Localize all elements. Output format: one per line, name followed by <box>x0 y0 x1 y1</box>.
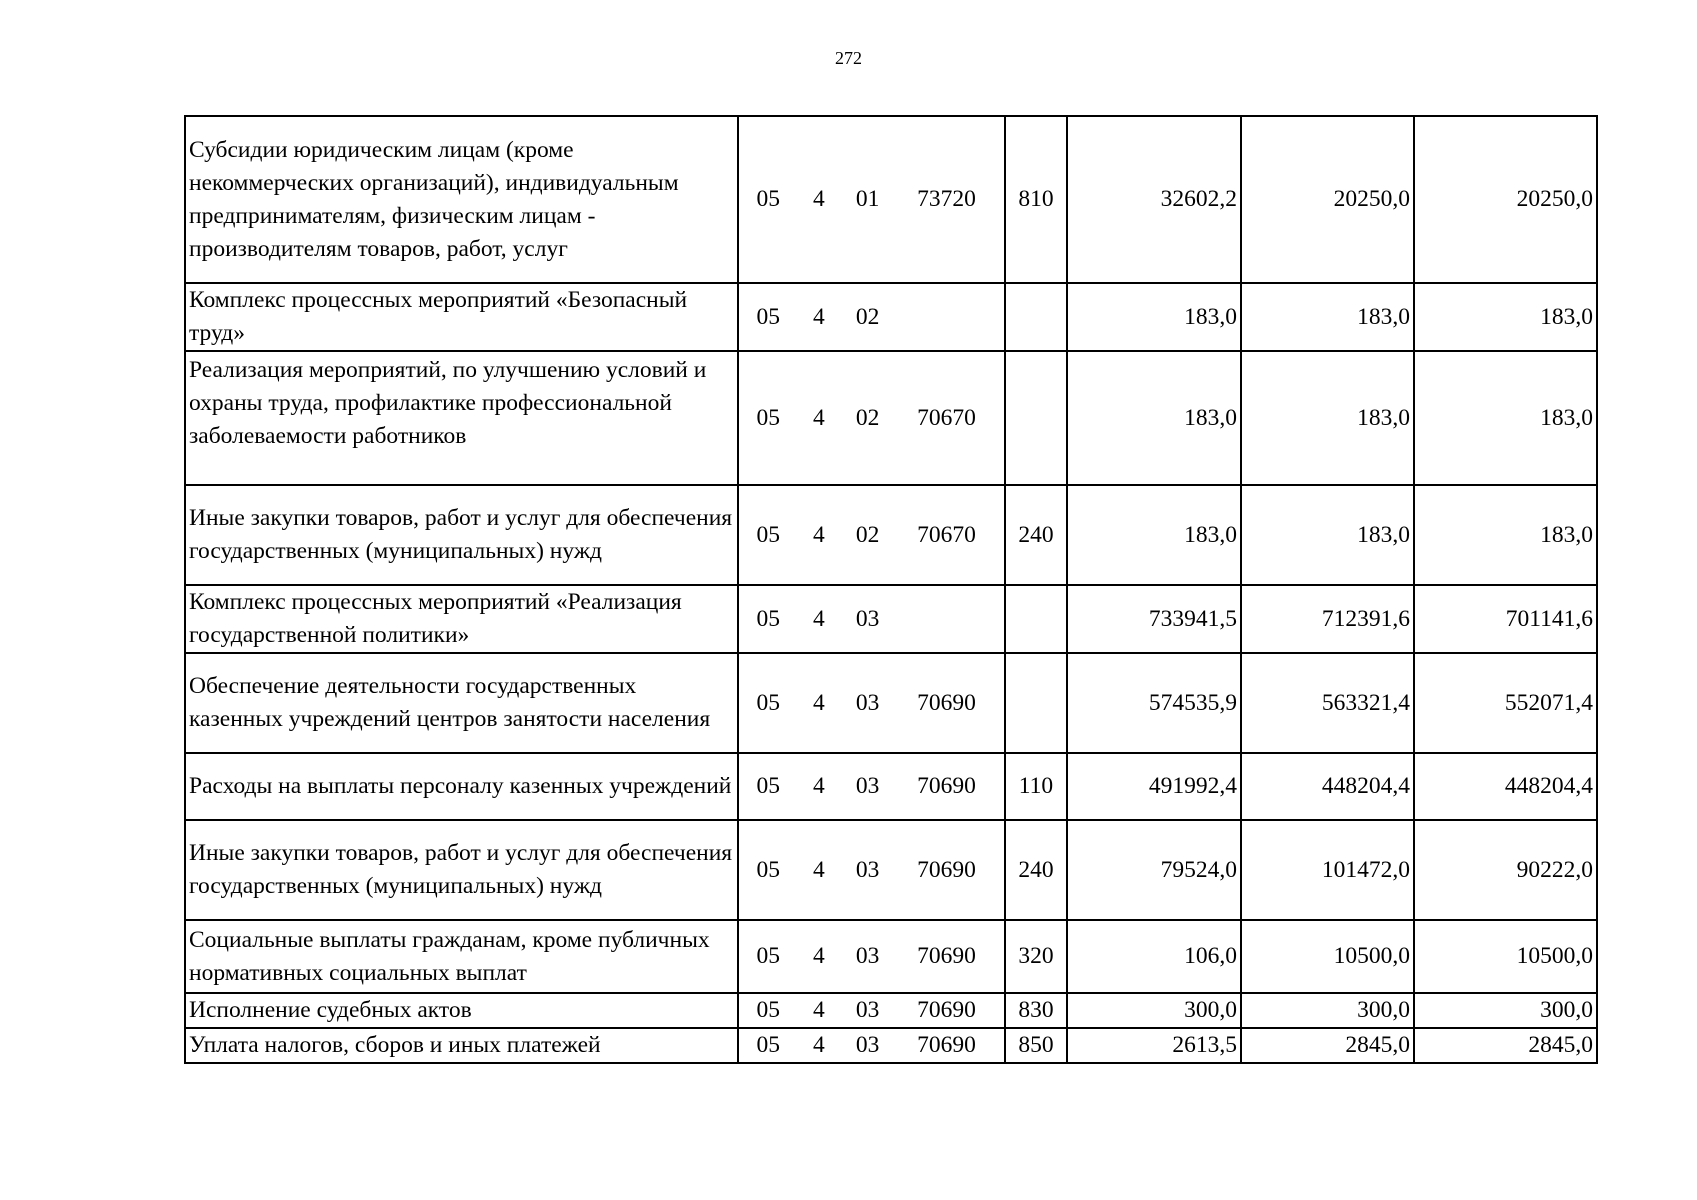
value-year-1: 183,0 <box>1067 351 1241 485</box>
code-program: 4 <box>813 943 825 969</box>
code-section: 05 <box>756 689 781 716</box>
code-program: 4 <box>813 856 825 883</box>
expense-type <box>1005 585 1067 653</box>
row-codes <box>738 351 1005 485</box>
row-name: Иные закупки товаров, работ и услуг для обеспечения государственных (муниципальных) нужд <box>185 820 738 920</box>
code-direction: 70690 <box>917 773 976 799</box>
table-row <box>185 920 1597 993</box>
expense-type: 850 <box>1005 1028 1067 1063</box>
value-year-3: 183,0 <box>1414 351 1597 485</box>
code-direction: 70690 <box>917 997 976 1023</box>
value-year-1: 2613,5 <box>1067 1028 1241 1063</box>
row-codes <box>738 753 1005 820</box>
code-section: 05 <box>756 856 781 883</box>
code-direction: 70690 <box>917 856 976 883</box>
code-subprogram: 03 <box>855 856 880 883</box>
value-year-2: 20250,0 <box>1241 116 1414 283</box>
code-subprogram: 01 <box>855 186 880 212</box>
table-row <box>185 653 1597 753</box>
code-direction: 70690 <box>917 1032 976 1058</box>
row-name: Реализация мероприятий, по улучшению условий и охраны труда, профилактике профессиональной заболеваемости работников <box>185 351 738 485</box>
row-codes <box>738 993 1005 1028</box>
code-section: 05 <box>756 404 781 431</box>
code-section: 05 <box>756 1032 781 1058</box>
value-year-1: 183,0 <box>1067 485 1241 585</box>
code-program: 4 <box>813 605 825 632</box>
code-section: 05 <box>756 186 781 212</box>
value-year-1: 183,0 <box>1067 283 1241 351</box>
table-row <box>185 283 1597 351</box>
row-name: Расходы на выплаты персоналу казенных учреждений <box>185 753 738 820</box>
expense-type: 810 <box>1005 116 1067 283</box>
code-section: 05 <box>756 997 781 1023</box>
code-direction: 70670 <box>917 521 976 548</box>
expense-type <box>1005 653 1067 753</box>
code-subprogram: 03 <box>855 605 880 632</box>
row-codes <box>738 283 1005 351</box>
code-subprogram: 02 <box>855 404 880 431</box>
value-year-1: 32602,2 <box>1067 116 1241 283</box>
value-year-3: 10500,0 <box>1414 920 1597 993</box>
value-year-2: 563321,4 <box>1241 653 1414 753</box>
value-year-3: 448204,4 <box>1414 753 1597 820</box>
row-codes <box>738 920 1005 993</box>
value-year-1: 106,0 <box>1067 920 1241 993</box>
table-row <box>185 1028 1597 1063</box>
code-subprogram: 03 <box>855 1032 880 1058</box>
value-year-2: 183,0 <box>1241 283 1414 351</box>
table-row <box>185 351 1597 485</box>
row-codes <box>738 653 1005 753</box>
expense-type: 320 <box>1005 920 1067 993</box>
expense-type: 830 <box>1005 993 1067 1028</box>
row-name: Уплата налогов, сборов и иных платежей <box>185 1028 738 1063</box>
budget-table <box>184 115 1598 1064</box>
row-codes <box>738 485 1005 585</box>
value-year-3: 701141,6 <box>1414 585 1597 653</box>
code-subprogram: 02 <box>855 521 880 548</box>
code-subprogram: 03 <box>855 943 880 969</box>
value-year-2: 101472,0 <box>1241 820 1414 920</box>
code-program: 4 <box>813 997 825 1023</box>
expense-type: 240 <box>1005 485 1067 585</box>
expense-type <box>1005 351 1067 485</box>
value-year-2: 10500,0 <box>1241 920 1414 993</box>
row-name: Комплекс процессных мероприятий «Реализация государственной политики» <box>185 585 738 653</box>
code-program: 4 <box>813 303 825 330</box>
code-program: 4 <box>813 186 825 212</box>
value-year-3: 20250,0 <box>1414 116 1597 283</box>
value-year-2: 2845,0 <box>1241 1028 1414 1063</box>
code-program: 4 <box>813 773 825 799</box>
code-section: 05 <box>756 605 781 632</box>
code-direction: 70690 <box>917 943 976 969</box>
row-name: Обеспечение деятельности государственных казенных учреждений центров занятости населения <box>185 653 738 753</box>
code-direction: 70690 <box>917 689 976 716</box>
value-year-3: 552071,4 <box>1414 653 1597 753</box>
code-subprogram: 03 <box>855 689 880 716</box>
value-year-1: 491992,4 <box>1067 753 1241 820</box>
row-codes <box>738 585 1005 653</box>
code-section: 05 <box>756 943 781 969</box>
table-row <box>185 585 1597 653</box>
value-year-3: 300,0 <box>1414 993 1597 1028</box>
table-row <box>185 993 1597 1028</box>
page-number: 272 <box>835 48 862 68</box>
value-year-1: 79524,0 <box>1067 820 1241 920</box>
code-direction: 73720 <box>917 186 976 212</box>
expense-type <box>1005 283 1067 351</box>
value-year-3: 183,0 <box>1414 283 1597 351</box>
row-codes <box>738 1028 1005 1063</box>
expense-type: 110 <box>1005 753 1067 820</box>
row-name: Иные закупки товаров, работ и услуг для обеспечения государственных (муниципальных) нужд <box>185 485 738 585</box>
code-subprogram: 03 <box>855 773 880 799</box>
value-year-1: 300,0 <box>1067 993 1241 1028</box>
row-codes <box>738 820 1005 920</box>
value-year-2: 712391,6 <box>1241 585 1414 653</box>
code-program: 4 <box>813 521 825 548</box>
value-year-1: 574535,9 <box>1067 653 1241 753</box>
value-year-2: 300,0 <box>1241 993 1414 1028</box>
row-name: Социальные выплаты гражданам, кроме публичных нормативных социальных выплат <box>185 920 738 993</box>
value-year-1: 733941,5 <box>1067 585 1241 653</box>
row-codes <box>738 116 1005 283</box>
expense-type: 240 <box>1005 820 1067 920</box>
value-year-2: 183,0 <box>1241 485 1414 585</box>
code-section: 05 <box>756 521 781 548</box>
value-year-3: 90222,0 <box>1414 820 1597 920</box>
value-year-2: 183,0 <box>1241 351 1414 485</box>
code-section: 05 <box>756 303 781 330</box>
table-row <box>185 116 1597 283</box>
code-program: 4 <box>813 689 825 716</box>
table-row <box>185 485 1597 585</box>
value-year-2: 448204,4 <box>1241 753 1414 820</box>
row-name: Исполнение судебных актов <box>185 993 738 1028</box>
value-year-3: 183,0 <box>1414 485 1597 585</box>
table-row <box>185 753 1597 820</box>
value-year-3: 2845,0 <box>1414 1028 1597 1063</box>
row-name: Субсидии юридическим лицам (кроме некоммерческих организаций), индивидуальным предпринимателям, физическим лицам - производителям товаров, работ, услуг <box>185 116 738 283</box>
code-subprogram: 02 <box>855 303 880 330</box>
row-name: Комплекс процессных мероприятий «Безопасный труд» <box>185 283 738 351</box>
code-section: 05 <box>756 773 781 799</box>
code-program: 4 <box>813 1032 825 1058</box>
code-direction: 70670 <box>917 404 976 431</box>
code-program: 4 <box>813 404 825 431</box>
table-row <box>185 820 1597 920</box>
code-subprogram: 03 <box>855 997 880 1023</box>
